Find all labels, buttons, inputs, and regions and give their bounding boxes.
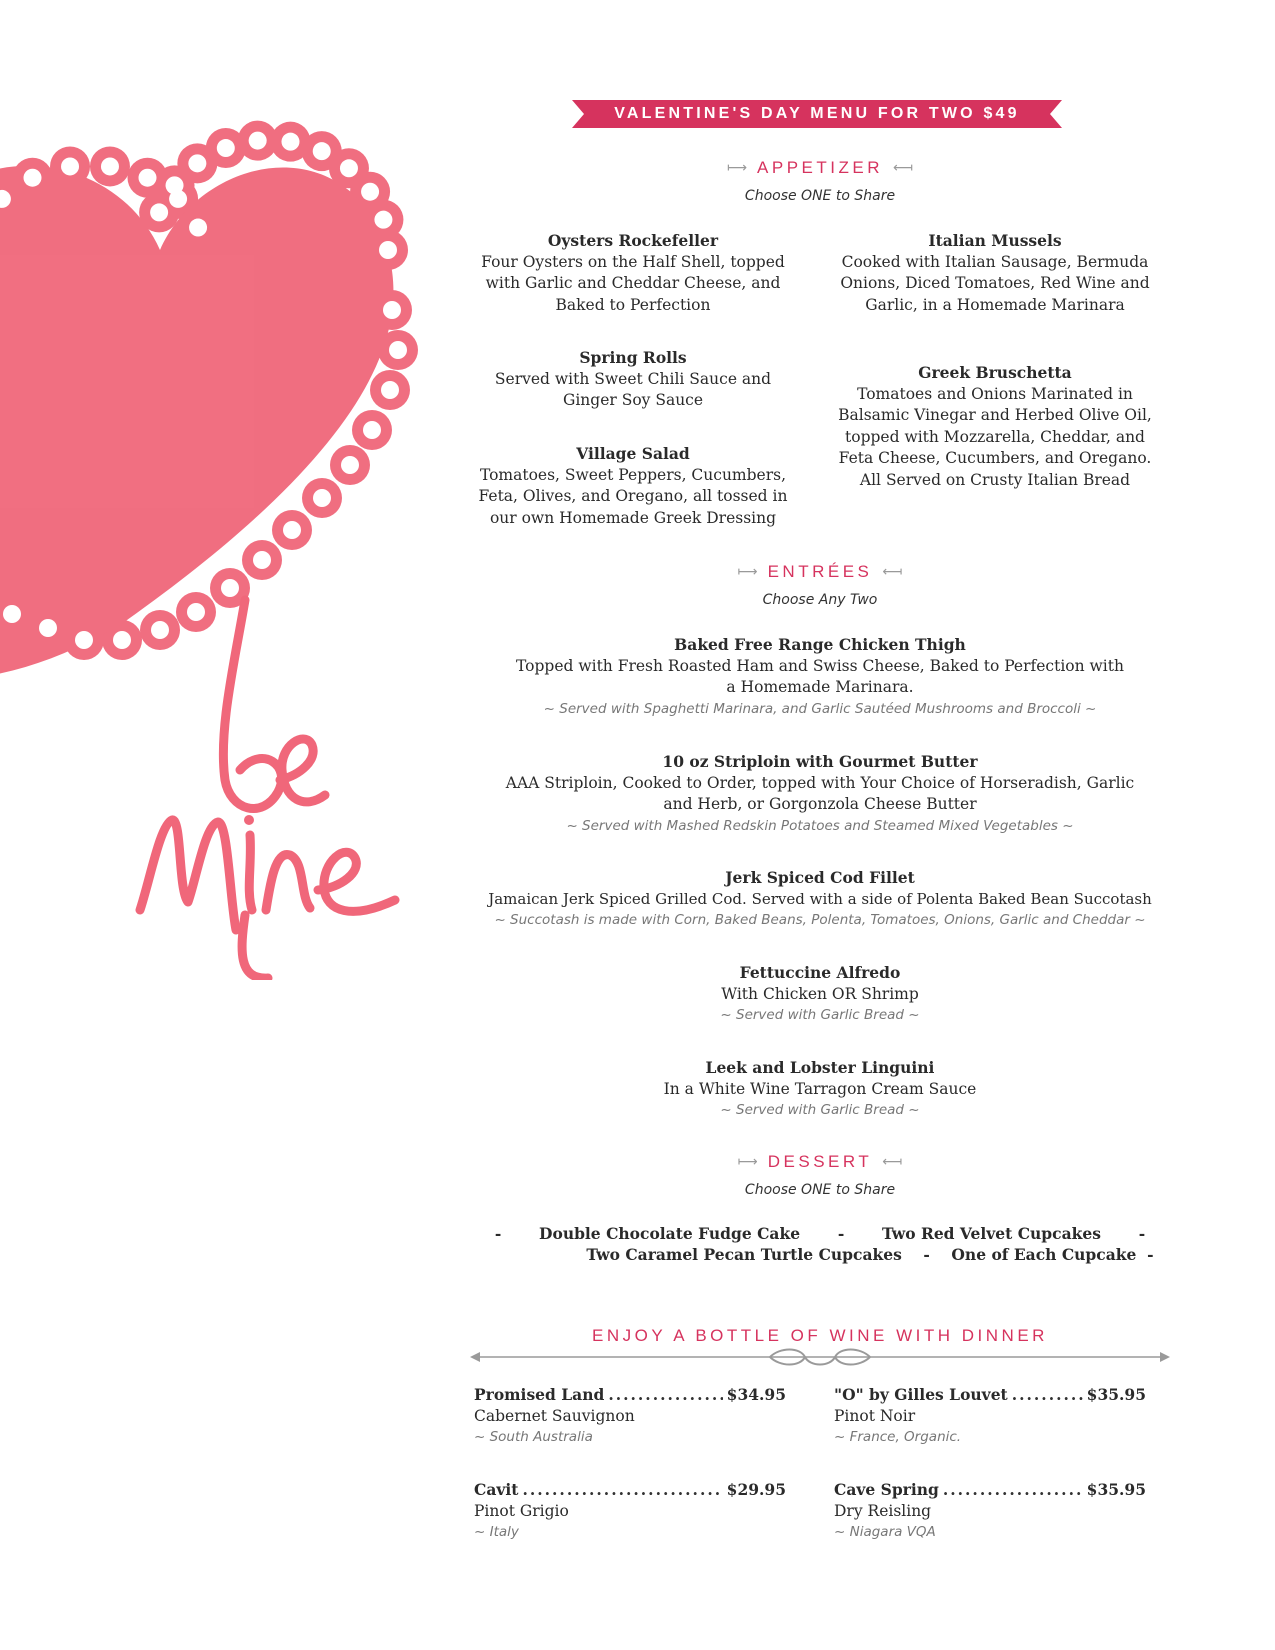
- lace-hole: [217, 139, 235, 157]
- wine-varietal: Pinot Grigio: [474, 1501, 569, 1520]
- wine-price: $29.95: [726, 1480, 786, 1499]
- appetizer-subtitle: Choose ONE to Share: [744, 188, 896, 204]
- lace-hole: [188, 154, 206, 172]
- lace-hole: [221, 579, 239, 597]
- wine-varietal: Dry Reisling: [834, 1501, 932, 1520]
- lace-hole: [361, 183, 379, 201]
- item-title: Italian Mussels: [928, 231, 1062, 250]
- menu-item: [830, 362, 1160, 491]
- item-description: Cooked with Italian Sausage, Bermuda Onions, Diced Tomatoes, Red Wine and Garlic, in a Homemade Marinara: [840, 252, 1150, 314]
- wine-item: [474, 1479, 786, 1544]
- heart-icon: [0, 120, 440, 980]
- be-mine-heart-illustration: [0, 120, 440, 980]
- item-title: Oysters Rockefeller: [547, 231, 719, 250]
- wine-name: "O" by Gilles Louvet: [834, 1385, 1008, 1404]
- item-title: Jerk Spiced Cod Fillet: [725, 868, 915, 887]
- wine-name: Promised Land: [474, 1385, 605, 1404]
- menu-banner: [572, 100, 1062, 128]
- lace-hole: [75, 631, 93, 649]
- menu-item: [478, 230, 788, 316]
- lace-hole: [313, 142, 331, 160]
- wine-varietal: Pinot Noir: [834, 1406, 916, 1425]
- wine-origin: ~ Italy: [474, 1524, 519, 1540]
- wine-price: $35.95: [1086, 1385, 1146, 1404]
- menu-item: [478, 443, 788, 529]
- wine-origin: ~ France, Organic.: [834, 1429, 962, 1445]
- arrow-right-icon: ⟼: [726, 159, 748, 175]
- lace-hole: [189, 219, 207, 237]
- lace-hole: [341, 456, 359, 474]
- item-note: ~ Served with Garlic Bread ~: [720, 1102, 920, 1118]
- lace-hole: [253, 551, 271, 569]
- arrow-left-icon: ⟻: [882, 1153, 903, 1169]
- item-description: Tomatoes, Sweet Peppers, Cucumbers, Feta, Olives, and Oregano, all tossed in our own Homemade Greek Dressing: [478, 465, 788, 527]
- menu-item: [830, 230, 1160, 316]
- item-title: Village Salad: [576, 444, 690, 463]
- item-description: Jamaican Jerk Spiced Grilled Cod. Served with a side of Polenta Baked Bean Succotash: [488, 889, 1152, 908]
- menu-item: [470, 962, 1170, 1026]
- arrow-right-icon: ⟼: [737, 1153, 758, 1169]
- lace-hole: [340, 159, 358, 177]
- item-title: Leek and Lobster Linguini: [705, 1058, 935, 1077]
- item-description: In a White Wine Tarragon Cream Sauce: [663, 1079, 977, 1098]
- lace-hole: [187, 603, 205, 621]
- menu-item: [470, 867, 1170, 931]
- menu-item: [478, 347, 788, 412]
- item-note: ~ Succotash is made with Corn, Baked Beans, Polenta, Tomatoes, Onions, Garlic and Cheddar ~: [494, 912, 1146, 928]
- lace-hole: [61, 157, 79, 175]
- lace-hole: [363, 421, 381, 439]
- menu-item: [470, 1057, 1170, 1121]
- menu-title: VALENTINE'S DAY MENU FOR TWO $49: [614, 105, 1020, 122]
- wine-item: [834, 1479, 1146, 1544]
- lace-hole: [281, 133, 299, 151]
- menu-item: [470, 634, 1170, 720]
- wine-name: Cave Spring: [834, 1480, 939, 1499]
- item-title: Baked Free Range Chicken Thigh: [674, 635, 966, 654]
- item-title: Fettuccine Alfredo: [739, 963, 901, 982]
- dessert-options-line-1: - Double Chocolate Fudge Cake - Two Red Velvet Cupcakes -: [494, 1224, 1146, 1243]
- arrow-left-icon: ⟻: [882, 563, 903, 579]
- lace-hole: [313, 489, 331, 507]
- item-note: ~ Served with Spaghetti Marinara, and Garlic Sautéed Mushrooms and Broccoli ~: [543, 700, 1097, 717]
- lace-hole: [151, 621, 169, 639]
- dessert-options-line-2: Two Caramel Pecan Turtle Cupcakes - One of Each Cupcake -: [586, 1245, 1154, 1264]
- item-description: Served with Sweet Chili Sauce and Ginger Soy Sauce: [494, 369, 772, 409]
- arrow-right-icon: ⟼: [737, 563, 758, 579]
- lace-hole: [24, 169, 42, 187]
- arrow-left-icon: ⟻: [892, 159, 914, 175]
- lace-hole: [379, 241, 397, 259]
- lace-hole: [101, 157, 119, 175]
- divider-flourish-icon: [470, 1347, 1170, 1367]
- item-title: Greek Bruschetta: [918, 363, 1072, 382]
- wine-price: $35.95: [1086, 1480, 1146, 1499]
- lace-hole: [3, 605, 21, 623]
- wine-item: [834, 1384, 1146, 1449]
- lace-hole: [389, 341, 407, 359]
- item-note: ~ Served with Garlic Bread ~: [720, 1007, 920, 1023]
- wine-price: $34.95: [726, 1385, 786, 1404]
- entrees-heading: ⟼ ENTRÉES ⟻: [737, 562, 903, 581]
- wine-name: Cavit: [474, 1480, 519, 1499]
- item-description: Topped with Fresh Roasted Ham and Swiss Cheese, Baked to Perfection with a Homemade Marinara.: [516, 656, 1124, 696]
- wine-item: [474, 1384, 786, 1449]
- lace-hole: [139, 169, 157, 187]
- item-note: ~ Served with Mashed Redskin Potatoes and Steamed Mixed Vegetables ~: [566, 817, 1074, 834]
- lace-hole: [383, 301, 401, 319]
- menu-item: [470, 751, 1170, 837]
- lace-hole: [113, 631, 131, 649]
- wine-varietal: Cabernet Sauvignon: [474, 1406, 635, 1425]
- wine-origin: ~ Niagara VQA: [834, 1524, 936, 1540]
- lace-hole: [283, 521, 301, 539]
- item-description: Tomatoes and Onions Marinated in Balsamic Vinegar and Herbed Olive Oil, topped with Mozzarella, Cheddar, and Feta Cheese, Cucumbers, and Oregano. All Served on Crusty Italian Bread: [838, 384, 1152, 489]
- lace-hole: [39, 619, 57, 637]
- item-title: Spring Rolls: [579, 348, 687, 367]
- dessert-heading: ⟼ DESSERT ⟻: [737, 1152, 903, 1171]
- wine-heading: ENJOY A BOTTLE OF WINE WITH DINNER: [592, 1326, 1048, 1345]
- item-description: AAA Striploin, Cooked to Order, topped with Your Choice of Horseradish, Garlic and Herb, or Gorgonzola Cheese Butter: [505, 773, 1135, 813]
- lace-hole: [374, 211, 392, 229]
- item-description: With Chicken OR Shrimp: [721, 984, 919, 1003]
- wine-origin: ~ South Australia: [474, 1429, 593, 1445]
- lace-hole: [166, 176, 184, 194]
- dessert-subtitle: Choose ONE to Share: [744, 1182, 896, 1198]
- appetizer-heading: ⟼ APPETIZER ⟻: [726, 158, 914, 177]
- item-description: Four Oysters on the Half Shell, topped with Garlic and Cheddar Cheese, and Baked to Perfection: [481, 252, 785, 314]
- lace-hole: [150, 203, 168, 221]
- lace-hole: [381, 381, 399, 399]
- item-title: 10 oz Striploin with Gourmet Butter: [662, 752, 978, 771]
- entrees-subtitle: Choose Any Two: [762, 592, 878, 608]
- lace-hole: [249, 132, 267, 150]
